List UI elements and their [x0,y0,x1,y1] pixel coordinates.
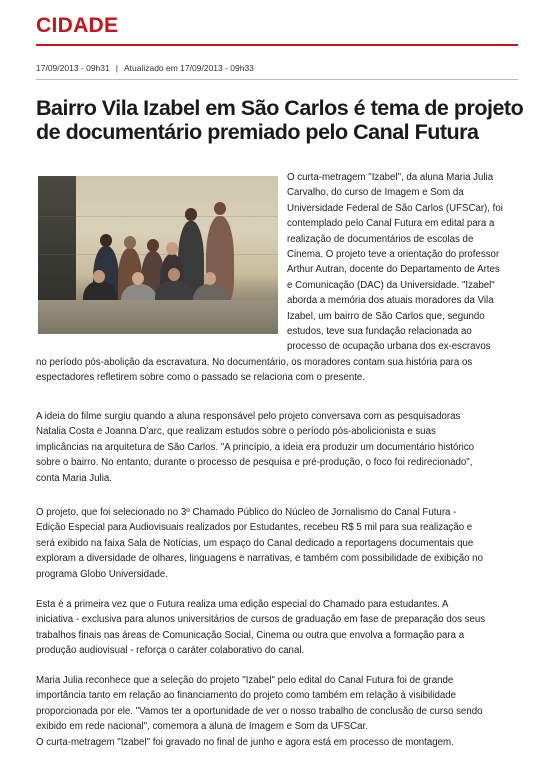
text-line: O curta-metragem "Izabel" foi gravado no final de junho e agora está em processo de montagem. [36,736,454,748]
text-line: aborda a memória dos atuais moradores da Vila [287,295,494,307]
photo-figure-head [124,236,136,249]
title-line: Bairro Vila Izabel em São Carlos é tema de projeto [36,96,524,120]
photo-figure-head [204,272,216,285]
text-line: programa Globo Universidade. [36,568,168,580]
text-line: espectadores refletirem sobre como o passado se relaciona com o presente. [36,372,366,384]
text-line: exploram a diversidade de olhares, linguagens e narrativas, e também com possibilidade de exibição no [36,553,483,565]
text-line: proporcionada por ele. "Vamos ter a oportunidade de ver o nosso trabalho de conclusão de curso sendo [36,705,483,717]
text-line: realização de documentários de escolas de [287,233,474,245]
text-line: contemplado pelo Canal Futura em edital para a [287,218,495,230]
section-title[interactable]: CIDADE [36,14,119,37]
updated-timestamp: Atualizado em 17/09/2013 - 09h33 [123,63,254,73]
meta-divider [36,79,518,80]
photo-figure-head [185,208,197,221]
lead-paragraph [287,170,519,355]
article-meta [36,63,254,73]
text-line: e Comunicação (DAC) da Universidade. "Izabel" [287,279,495,291]
title-line: de documentário premiado pelo Canal Futura [36,120,479,144]
text-line: Esta é a primeira vez que o Futura realiza uma edição especial do Chamado para estudantes. A [36,599,449,610]
photo-wall-detail [38,216,278,217]
text-line: Universidade Federal de São Carlos (UFSCar), foi [287,202,503,214]
body-paragraph-5 [36,673,520,750]
text-line: Carvalho, do curso de Imagem e Som da [287,187,464,199]
photo-figure-head [214,202,226,215]
text-line: A ideia do filme surgiu quando a aluna responsável pelo projeto conversava com as pesquisadoras [36,411,461,422]
photo-ground [38,300,278,334]
photo-figure-head [166,242,178,255]
body-paragraph-1 [36,355,520,386]
text-line: Maria Julia reconhece que a seleção do projeto "Izabel" pelo edital do Canal Futura foi de grande [36,675,454,686]
body-paragraph-3 [36,505,520,582]
text-line: sobre o bairro. No entanto, durante o processo de pesquisa e pré-produção, o foco foi redirecionado", [36,457,473,469]
photo-figure-head [100,234,112,247]
body-paragraph-2 [36,409,520,486]
photo-figure-head [93,270,105,283]
text-line: Edição Especial para Audiovisuais realizados por Estudantes, recebeu R$ 5 mil para sua realização e [36,522,473,534]
text-line: exibido em rede nacional", comemora a aluna de Imagem e Som da UFSCar. [36,721,368,733]
text-line: estudos, teve sua fundação relacionada ao [287,326,472,338]
published-timestamp: 17/09/2013 - 09h31 [36,63,110,73]
text-line: O curta-metragem "Izabel", da aluna Maria Julia [287,172,494,183]
text-line: Cinema. O projeto teve a orientação do professor [287,249,500,261]
text-line: Natalia Costa e Joanna D'arc, que realizam estudos sobre o período pós-abolicionista e suas [36,426,436,438]
text-line: conta Maria Julia. [36,472,112,484]
meta-separator: | [115,63,118,73]
text-line: será exibido na faixa Sala de Notícias, um espaço do Canal dedicado a reportagens documentais que [36,537,474,549]
section-divider [36,44,518,46]
text-line: importância tanto em relação ao financiamento do projeto como também em relação à visibilidade [36,690,457,702]
photo-figure-head [132,272,144,285]
photo-figure-head [168,268,180,281]
photo-figure-head [147,239,159,252]
text-line: no período pós-abolição da escravatura. No documentário, os moradores contam sua história para os [36,357,473,368]
text-line: trabalhos finais nas áreas de Comunicação Social, Cinema ou outra que envolva a formação para a [36,629,465,641]
text-line: implicâncias na arquitetura de São Carlos. "A princípio, a ideia era produzir um documentário histórico [36,441,474,453]
article-title [36,96,526,144]
body-paragraph-4 [36,597,520,659]
text-line: O projeto, que foi selecionado no 3º Chamado Público do Núcleo de Jornalismo do Canal Futura - [36,507,457,518]
text-line: Izabel, um bairro de São Carlos que, segundo [287,310,485,322]
text-line: Arthur Autran, docente do Departamento de Artes [287,264,500,276]
text-line: produção audiovisual - reforça o caráter colaborativo do canal. [36,645,305,657]
text-line: processo de ocupação urbana dos ex-escravos [287,341,491,353]
article-photo[interactable] [38,176,278,334]
text-line: iniciativa - exclusiva para alunos universitários de cursos de graduação em fase de preparação dos seus [36,614,486,626]
